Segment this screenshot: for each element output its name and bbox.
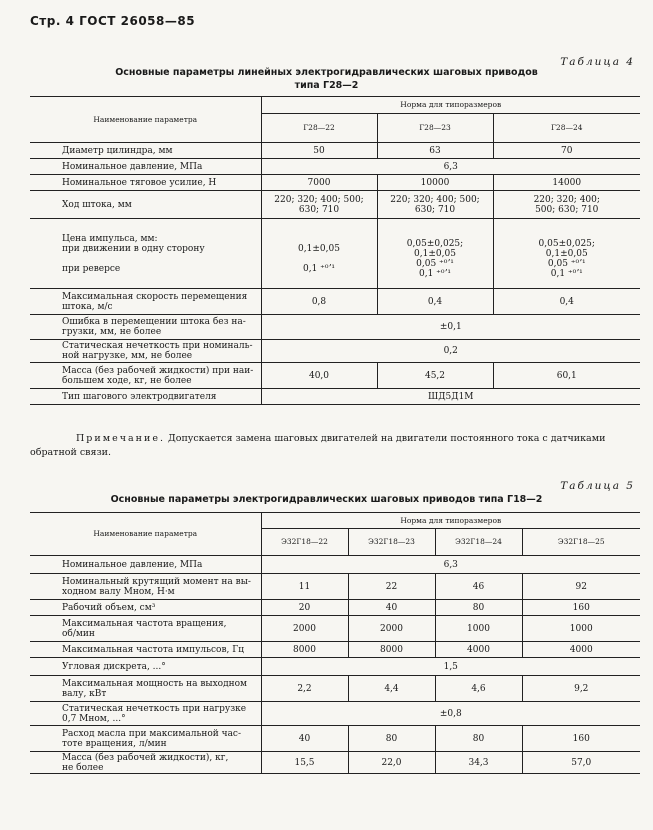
table5-value-1: 15,5: [261, 752, 348, 774]
table4-value-span: ±0,1: [261, 315, 640, 340]
table5-value-2: 40: [348, 600, 435, 616]
table5-norm-header: Норма для типоразмеров: [261, 513, 640, 529]
table5-row: [30, 658, 640, 676]
table4-row: [30, 143, 640, 159]
table4-title-line1: Основные параметры линейных электрогидравлических шаговых приводов: [115, 67, 538, 78]
table4-param-name: Масса (без рабочей жидкости) при наи- большем ходе, кг, не более: [30, 363, 261, 389]
table5-value-1: 8000: [261, 642, 348, 658]
table5-value-2: 8000: [348, 642, 435, 658]
table4-value-span: 0,2: [261, 340, 640, 363]
table4-value-1: 0,8: [261, 289, 377, 315]
table4-value-3: 70: [493, 143, 640, 159]
page-header: Стр. 4 ГОСТ 26058—85: [30, 14, 196, 28]
table4-row: [30, 315, 640, 340]
table5-value-1: 40: [261, 726, 348, 752]
table5-value-3: 1000: [435, 616, 522, 642]
table5-model-3: Э32Г18—24: [435, 529, 522, 556]
table5-row: [30, 556, 640, 574]
table4-title-line2: типа Г28—2: [294, 80, 359, 91]
table5-title: Основные параметры электрогидравлических шаговых приводов типа Г18—2: [110, 494, 543, 505]
table5-param-name: Номинальный крутящий момент на вы- ходном валу Mном, Н·м: [30, 574, 261, 600]
table5-param-name: Расход масла при максимальной час- тоте вращения, л/мин: [30, 726, 261, 752]
table4-value-1: 220; 320; 400; 500; 630; 710: [261, 191, 377, 219]
table5-row: [30, 702, 640, 726]
table4-model-2: Г28—23: [377, 114, 493, 143]
table5-value-3: 34,3: [435, 752, 522, 774]
table5-row: [30, 752, 640, 774]
table4: [30, 96, 640, 405]
table4-model-3: Г28—24: [493, 114, 640, 143]
table5-param-name: Максимальная частота вращения, об/мин: [30, 616, 261, 642]
table5-value-3: 4,6: [435, 676, 522, 702]
table5-value-2: 22,0: [348, 752, 435, 774]
table4-value-1: 50: [261, 143, 377, 159]
table5-param-name: Номинальное давление, МПа: [30, 556, 261, 574]
table4-value-3: 220; 320; 400; 500; 630; 710: [493, 191, 640, 219]
table5-row: [30, 676, 640, 702]
table4-value-2: 63: [377, 143, 493, 159]
table5-value-4: 92: [522, 574, 640, 600]
table4-param-name: Ход штока, мм: [30, 191, 261, 219]
table5-value-2: 22: [348, 574, 435, 600]
table5-param-header: Наименование параметра: [30, 513, 261, 556]
table5-label: Таблица 5: [560, 480, 635, 492]
table5-param-name: Статическая нечеткость при нагрузке 0,7 Mном, ...°: [30, 702, 261, 726]
table5-value-2: 2000: [348, 616, 435, 642]
table5-model-4: Э32Г18—25: [522, 529, 640, 556]
table5-value-2: 80: [348, 726, 435, 752]
table4-title: [0, 66, 653, 92]
table5-value-1: 2000: [261, 616, 348, 642]
table5-param-name: Масса (без рабочей жидкости), кг, не более: [30, 752, 261, 774]
table4-value-3: 14000: [493, 175, 640, 191]
table4-param-name: Номинальное давление, МПа: [30, 159, 261, 175]
table5-value-2: 4,4: [348, 676, 435, 702]
table4-norm-header: Норма для типоразмеров: [261, 97, 640, 114]
table4-param-name: Диаметр цилиндра, мм: [30, 143, 261, 159]
table4-param-name: Номинальное тяговое усилие, Н: [30, 175, 261, 191]
table4-value-2: 45,2: [377, 363, 493, 389]
table5-row: [30, 574, 640, 600]
table5-param-name: Рабочий объем, см³: [30, 600, 261, 616]
table5-param-name: Максимальная мощность на выходном валу, кВт: [30, 676, 261, 702]
table4-param-name: Максимальная скорость перемещения штока, м/с: [30, 289, 261, 315]
table4-value-2: 0,05±0,025; 0,1±0,05 0,05 ⁺⁰ʼ¹ 0,1 ⁺⁰ʼ¹: [377, 219, 493, 289]
table4-param-name: Тип шагового электродвигателя: [30, 389, 261, 405]
table5-row: [30, 600, 640, 616]
table5-model-2: Э32Г18—23: [348, 529, 435, 556]
table4-model-1: Г28—22: [261, 114, 377, 143]
table4-value-2: 10000: [377, 175, 493, 191]
table4-value-span: 6,3: [261, 159, 640, 175]
table4-row: [30, 340, 640, 363]
table5-value-3: 46: [435, 574, 522, 600]
table5-param-name: Угловая дискрета, ...°: [30, 658, 261, 676]
table4-note: [30, 432, 630, 460]
table4-value-span: ШД5Д1М: [261, 389, 640, 405]
table5-value-1: 11: [261, 574, 348, 600]
table4-row: [30, 191, 640, 219]
table5-value-1: 20: [261, 600, 348, 616]
table5-value-3: 80: [435, 600, 522, 616]
table5-param-name: Максимальная частота импульсов, Гц: [30, 642, 261, 658]
table5-value-span: 1,5: [261, 658, 640, 676]
table5-value-3: 80: [435, 726, 522, 752]
note-label: Примечание.: [76, 433, 165, 444]
table4-param-name: Цена импульса, мм: при движении в одну сторону при реверсе: [30, 219, 261, 289]
table5-model-1: Э32Г18—22: [261, 529, 348, 556]
table4-value-3: 60,1: [493, 363, 640, 389]
table5-value-span: 6,3: [261, 556, 640, 574]
table4-row: [30, 175, 640, 191]
table5-value-1: 2,2: [261, 676, 348, 702]
table4-param-name: Ошибка в перемещении штока без на- грузки, мм, не более: [30, 315, 261, 340]
table4-value-1: 7000: [261, 175, 377, 191]
table4-row: [30, 289, 640, 315]
table4-row: [30, 389, 640, 405]
table4-row: [30, 159, 640, 175]
table4-value-1: 0,1±0,05 0,1 ⁺⁰ʼ¹: [261, 219, 377, 289]
table5-value-4: 1000: [522, 616, 640, 642]
table4-value-1: 40,0: [261, 363, 377, 389]
table5-value-4: 9,2: [522, 676, 640, 702]
table5-value-3: 4000: [435, 642, 522, 658]
table5: [30, 512, 640, 774]
table5-value-span: ±0,8: [261, 702, 640, 726]
table5-row: [30, 616, 640, 642]
table4-row: [30, 363, 640, 389]
note-text: Допускается замена шаговых двигателей на двигатели постоянного тока с датчиками обратной связи.: [30, 433, 606, 458]
table5-value-4: 4000: [522, 642, 640, 658]
table4-row: [30, 219, 640, 289]
table4-value-3: 0,05±0,025; 0,1±0,05 0,05 ⁺⁰ʼ¹ 0,1 ⁺⁰ʼ¹: [493, 219, 640, 289]
table4-value-2: 220; 320; 400; 500; 630; 710: [377, 191, 493, 219]
table5-row: [30, 726, 640, 752]
table5-value-4: 160: [522, 726, 640, 752]
table5-value-4: 160: [522, 600, 640, 616]
table4-param-header: Наименование параметра: [30, 97, 261, 143]
table5-value-4: 57,0: [522, 752, 640, 774]
table4-label: Таблица 4: [560, 56, 635, 68]
table5-row: [30, 642, 640, 658]
table4-param-name: Статическая нечеткость при номиналь- ной нагрузке, мм, не более: [30, 340, 261, 363]
table4-value-3: 0,4: [493, 289, 640, 315]
table4-value-2: 0,4: [377, 289, 493, 315]
